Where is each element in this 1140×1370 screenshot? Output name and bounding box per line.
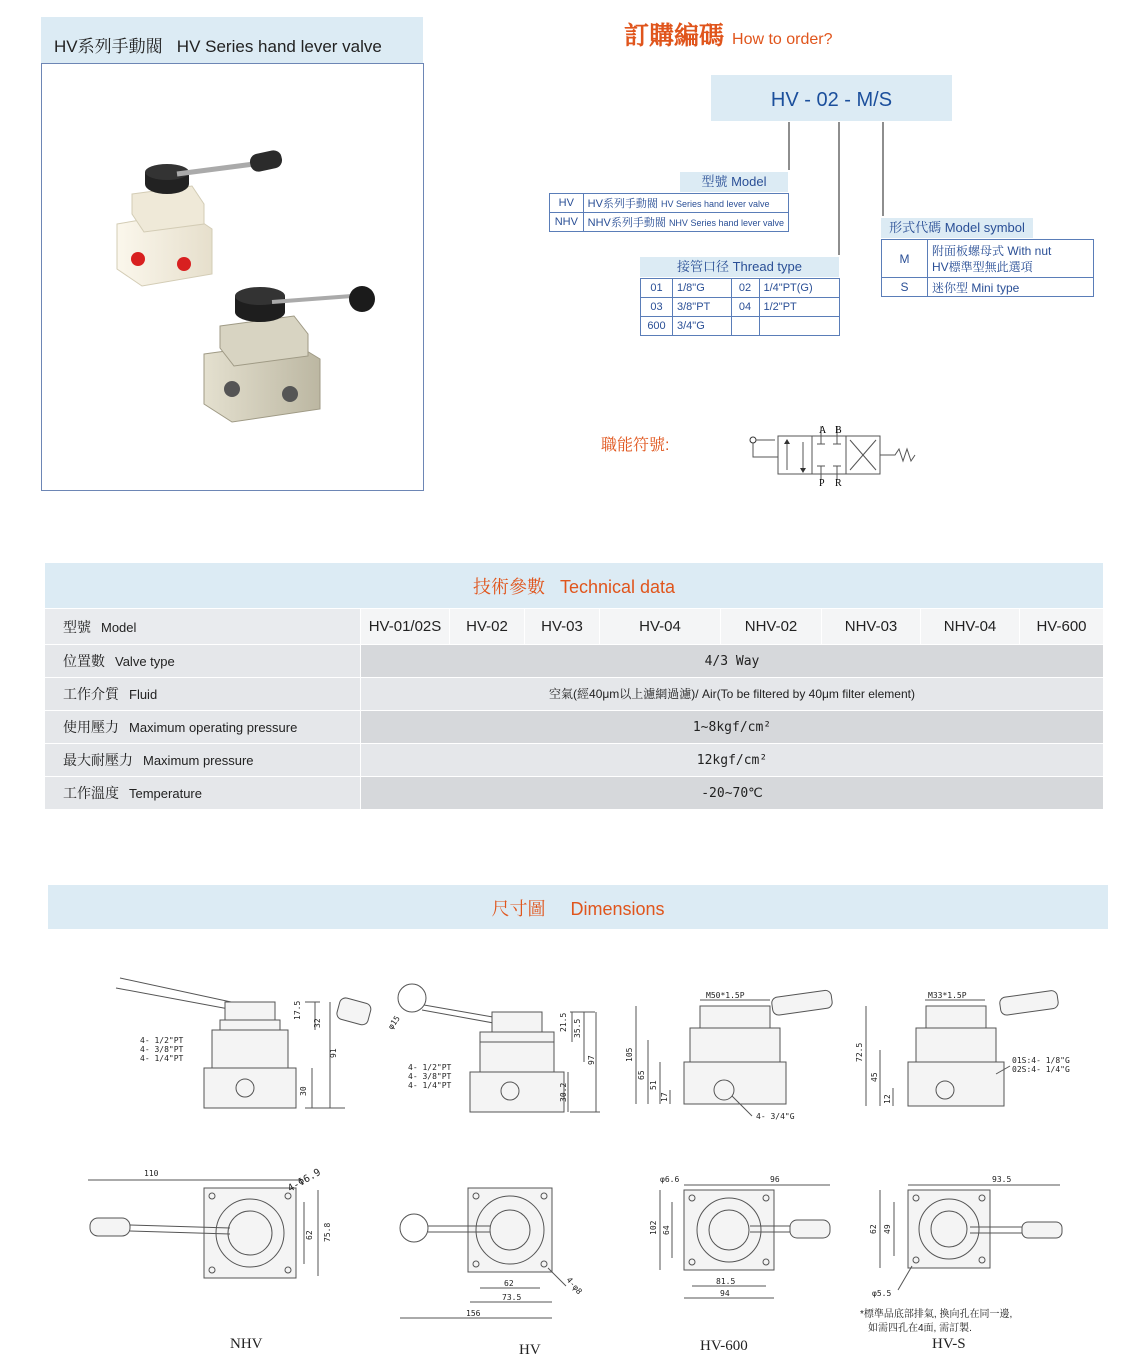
dim-label: M33*1.5P	[928, 991, 967, 1000]
dim-label: 64	[662, 1225, 671, 1235]
row-value: 空氣(經40μm以上濾網過濾)/ Air(To be filtered by 40μm filter element)	[361, 678, 1103, 710]
tech-model-row	[45, 608, 1103, 644]
product-photo-frame	[41, 63, 424, 491]
dim-label: φ5.5	[872, 1289, 892, 1298]
port-note: 4- 1/4"PT	[140, 1054, 184, 1063]
port-note: 4- 3/4"G	[756, 1112, 795, 1121]
dim-label: 62	[504, 1279, 514, 1288]
caption-nhv: NHV	[230, 1336, 263, 1352]
symbol-table	[881, 239, 1094, 297]
dim-label: 49	[883, 1224, 892, 1234]
tech-row-valve-type	[45, 644, 1103, 677]
drawing-hvs-plan	[869, 1175, 1062, 1298]
dim-label: 72.5	[855, 1042, 864, 1062]
dim-label: 35.5	[573, 1018, 582, 1038]
model-cell: HV-04	[600, 609, 720, 644]
valve-photo-nhv	[204, 286, 375, 422]
symbol-label: 形式代碼 Model symbol	[881, 218, 1033, 238]
dim-label: 45	[870, 1072, 879, 1082]
thread-label: 接管口径 Thread type	[640, 257, 839, 277]
row-label: 最大耐壓力 Maximum pressure	[45, 744, 360, 776]
port-label-r: R	[835, 478, 842, 488]
dim-label: 110	[144, 1169, 159, 1178]
technical-data-table	[45, 563, 1103, 809]
model-table	[549, 193, 789, 232]
dim-label: 62	[305, 1230, 314, 1240]
dim-label: 12	[883, 1094, 892, 1104]
dim-label: 81.5	[716, 1277, 736, 1286]
order-title: 訂購編碼 How to order?	[624, 22, 833, 50]
dim-label: 97	[587, 1055, 596, 1065]
dim-label: 17.5	[293, 1000, 302, 1020]
dim-label: 94	[720, 1289, 730, 1298]
function-symbol-diagram	[745, 422, 925, 488]
model-cell: HV-03	[525, 609, 599, 644]
dim-label: 62	[869, 1224, 878, 1234]
table-row: 600 3/4"G	[641, 317, 840, 336]
drawing-hv600-side	[625, 990, 833, 1121]
dim-label: 51	[649, 1080, 658, 1090]
model-label: 型號 Model	[680, 172, 788, 192]
dim-label: 21.5	[559, 1012, 568, 1032]
dim-label: 30	[299, 1086, 308, 1096]
tech-model-label: 型號 Model	[45, 609, 360, 644]
dim-label: 96	[770, 1175, 780, 1184]
dim-label: 91	[329, 1048, 338, 1058]
row-label: 工作介質 Fluid	[45, 678, 360, 710]
table-row: M 附面板螺母式 With nut HV標準型無此選項	[882, 240, 1094, 278]
tech-row-max-pressure	[45, 743, 1103, 776]
caption-hv600: HV-600	[700, 1338, 748, 1354]
dim-label: 102	[649, 1220, 658, 1235]
drawing-hv600-plan	[649, 1175, 830, 1298]
row-value: 4/3 Way	[361, 645, 1103, 677]
dim-label: 4-Φ6.9	[286, 1167, 323, 1195]
tech-row-operating-pressure	[45, 710, 1103, 743]
port-label-p: P	[819, 478, 825, 488]
product-title: HV系列手動閥 HV Series hand lever valve	[54, 37, 382, 56]
dim-label: 73.5	[502, 1293, 522, 1302]
row-label: 位置數 Valve type	[45, 645, 360, 677]
valve-photo-hv	[117, 149, 284, 286]
port-note: 02S:4- 1/4"G	[1012, 1065, 1070, 1074]
dim-label: M50*1.5P	[706, 991, 745, 1000]
order-code: HV - 02 - M/S	[711, 75, 952, 121]
port-label-b: B	[835, 425, 842, 436]
drawing-nhv-side	[116, 978, 372, 1108]
dim-label: 105	[625, 1047, 634, 1062]
port-note: 4- 1/4"PT	[408, 1081, 452, 1090]
port-label-a: A	[819, 425, 827, 436]
model-cell: HV-01/02S	[361, 609, 449, 644]
valve-photos	[42, 64, 422, 489]
table-row: NHV NHV系列手動閥 NHV Series hand lever valve	[550, 213, 789, 232]
model-cell: NHV-04	[921, 609, 1019, 644]
drawing-hvs-side	[855, 990, 1070, 1106]
port-note: 01S:4- 1/8"G	[1012, 1056, 1070, 1065]
row-value: -20~70℃	[361, 777, 1103, 809]
row-value: 1~8kgf/cm²	[361, 711, 1103, 743]
thread-table	[640, 278, 840, 336]
row-label: 使用壓力 Maximum operating pressure	[45, 711, 360, 743]
function-symbol-label: 職能符號:	[601, 437, 670, 454]
dim-label: 93.5	[992, 1175, 1012, 1184]
row-label: 工作溫度 Temperature	[45, 777, 360, 809]
dimension-drawings	[0, 950, 1140, 1370]
dim-label: 75.8	[323, 1222, 332, 1242]
dim-label: 156	[466, 1309, 481, 1318]
dim-label: 4-φ8	[564, 1275, 584, 1297]
port-note: 4- 1/2"PT	[408, 1063, 452, 1072]
port-note: 4- 3/8"PT	[408, 1072, 452, 1081]
model-cell: HV-02	[450, 609, 524, 644]
caption-hvs: HV-S	[932, 1336, 966, 1352]
row-value: 12kgf/cm²	[361, 744, 1103, 776]
drawing-nhv-plan	[88, 1167, 332, 1278]
port-note: 4- 1/2"PT	[140, 1036, 184, 1045]
tech-title: 技術參數 Technical data	[45, 563, 1103, 608]
table-row: HV HV系列手動閥 HV Series hand lever valve	[550, 194, 789, 213]
dim-label: 65	[637, 1070, 646, 1080]
dim-label: φ6.6	[660, 1175, 680, 1184]
dim-label: 32	[313, 1018, 322, 1028]
tech-row-fluid	[45, 677, 1103, 710]
table-row: 01 1/8"G 02 1/4"PT(G)	[641, 279, 840, 298]
model-cell: NHV-02	[721, 609, 821, 644]
dim-label: 30.2	[559, 1082, 568, 1102]
dimension-note: *標準品底部排氣, 換向孔在同一邊, 如需四孔在4面, 需訂製.	[860, 1309, 1013, 1334]
model-cell: HV-600	[1020, 609, 1103, 644]
dim-label: φ15	[386, 1014, 402, 1032]
model-cell: NHV-03	[822, 609, 920, 644]
table-row: S 迷你型 Mini type	[882, 278, 1094, 297]
drawing-hv-plan	[400, 1188, 584, 1318]
caption-hv: HV	[519, 1342, 541, 1358]
tech-row-temperature	[45, 776, 1103, 809]
dimensions-title: 尺寸圖 Dimensions	[48, 885, 1108, 929]
dim-label: 17	[660, 1092, 669, 1102]
table-row: 03 3/8"PT 04 1/2"PT	[641, 298, 840, 317]
port-note: 4- 3/8"PT	[140, 1045, 184, 1054]
drawing-hv-side	[386, 984, 600, 1112]
